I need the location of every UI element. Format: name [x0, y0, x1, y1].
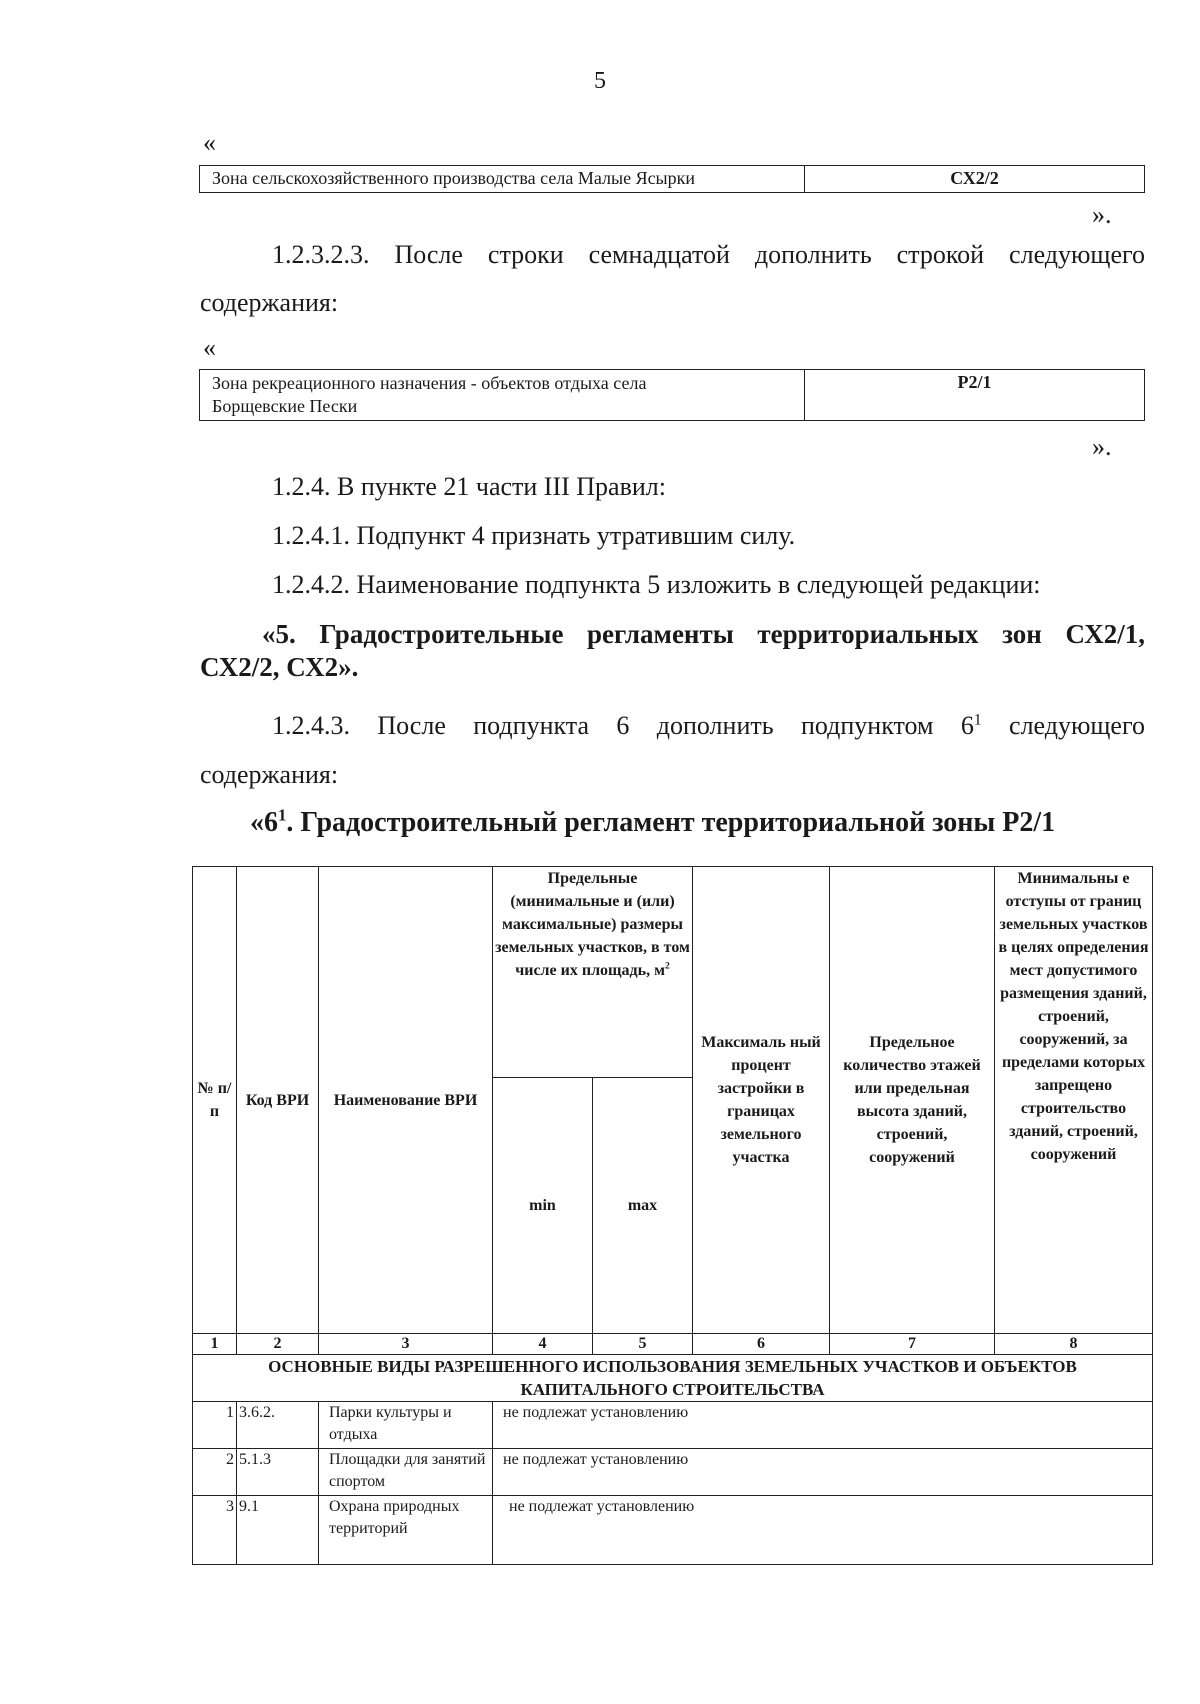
open-quote: «	[203, 333, 216, 362]
heading-part1: «6	[250, 807, 278, 838]
row-name: Охрана природных территорий	[319, 1496, 493, 1565]
header-floors: Предельное количество этажей или предельная высота зданий, строений, сооружений	[830, 867, 995, 1334]
row-value: не подлежат установлению	[493, 1449, 1153, 1496]
header-plot-size-text: Предельные (минимальные и (или) максимальные) размеры земельных участков, в том числе их площадь, м	[495, 870, 690, 979]
column-number: 3	[319, 1334, 493, 1355]
column-number: 5	[593, 1334, 693, 1355]
zone-name-cell: Зона сельскохозяйственного производства села Малые Ясырки	[200, 166, 805, 193]
column-number: 1	[193, 1334, 237, 1355]
section-title: ОСНОВНЫЕ ВИДЫ РАЗРЕШЕННОГО ИСПОЛЬЗОВАНИЯ ЗЕМЕЛЬНЫХ УЧАСТКОВ И ОБЪЕКТОВ КАПИТАЛЬНОГО СТРОИТЕЛЬСТВА	[193, 1355, 1153, 1402]
heading-item-5: «5. Градостроительные регламенты территориальных зон СХ2/1,	[262, 619, 1145, 649]
close-quote: ».	[1092, 432, 1112, 461]
heading-item-5-cont: СХ2/2, СХ2».	[200, 652, 359, 682]
superscript-one: 1	[973, 711, 982, 729]
row-name: Парки культуры и отдыха	[319, 1402, 493, 1449]
paragraph-1-2-4-1: 1.2.4.1. Подпункт 4 признать утратившим силу.	[272, 521, 796, 550]
zone-regulation-table	[192, 866, 1153, 1565]
close-quote: ».	[1092, 200, 1112, 229]
header-plot-size-sup: 2	[665, 960, 670, 972]
zone-table-r21	[199, 369, 1145, 421]
paragraph-1-2-4-2: 1.2.4.2. Наименование подпункта 5 изложить в следующей редакции:	[272, 570, 1041, 599]
row-number: 1	[193, 1402, 237, 1449]
row-value: не подлежат установлению	[493, 1496, 1153, 1565]
zone-code-cell: Р2/1	[805, 370, 1145, 421]
page-number: 5	[594, 68, 606, 94]
column-number-row	[193, 1334, 1153, 1355]
header-setbacks: Минимальны е отступы от границ земельных участков в целях определения мест допустимого размещения зданий, строений, сооружений, за пределами которых запрещено строительство зданий, строений, сооружений	[995, 867, 1153, 1334]
table-row	[193, 1449, 1153, 1496]
paragraph-1-2-4: 1.2.4. В пункте 21 части III Правил:	[272, 472, 666, 501]
table-row	[193, 1402, 1153, 1449]
row-code: 3.6.2.	[237, 1402, 319, 1449]
paragraph-text-part2: следующего	[981, 711, 1145, 740]
column-number: 4	[493, 1334, 593, 1355]
column-number: 8	[995, 1334, 1153, 1355]
row-number: 3	[193, 1496, 237, 1565]
table-row	[193, 1496, 1153, 1565]
header-max: max	[593, 1078, 693, 1334]
heading-item-6-1	[250, 806, 1055, 840]
header-min: min	[493, 1078, 593, 1334]
superscript-one: 1	[278, 805, 287, 825]
zone-name-line2: Борщевские Пески	[212, 396, 358, 416]
zone-table-sh22	[199, 165, 1145, 193]
heading-part2: . Градостроительный регламент территориальной зоны Р2/1	[286, 807, 1056, 838]
paragraph-1-2-3-2-3-cont: содержания:	[200, 288, 339, 317]
header-max-percent: Максималь ный процент застройки в границах земельного участка	[693, 867, 830, 1334]
open-quote: «	[203, 128, 216, 157]
row-code: 5.1.3	[237, 1449, 319, 1496]
column-number: 7	[830, 1334, 995, 1355]
column-number: 6	[693, 1334, 830, 1355]
zone-name-line1: Зона рекреационного назначения - объектов отдыха села	[212, 373, 647, 393]
header-vri-name: Наименование ВРИ	[319, 867, 493, 1334]
paragraph-1-2-3-2-3: 1.2.3.2.3. После строки семнадцатой дополнить строкой следующего	[272, 240, 1145, 269]
row-number: 2	[193, 1449, 237, 1496]
zone-code-cell: СХ2/2	[805, 166, 1145, 193]
header-vri-code: Код ВРИ	[237, 867, 319, 1334]
column-number: 2	[237, 1334, 319, 1355]
row-name: Площадки для занятий спортом	[319, 1449, 493, 1496]
header-number: № п/ п	[193, 867, 237, 1334]
row-value: не подлежат установлению	[493, 1402, 1153, 1449]
zone-name-cell	[200, 370, 805, 421]
paragraph-text-part1: 1.2.4.3. После подпункта 6 дополнить подпунктом 6	[272, 711, 974, 740]
paragraph-1-2-4-3	[272, 709, 1145, 743]
header-plot-size	[493, 867, 693, 1078]
row-code: 9.1	[237, 1496, 319, 1565]
paragraph-1-2-4-3-cont: содержания:	[200, 760, 339, 789]
